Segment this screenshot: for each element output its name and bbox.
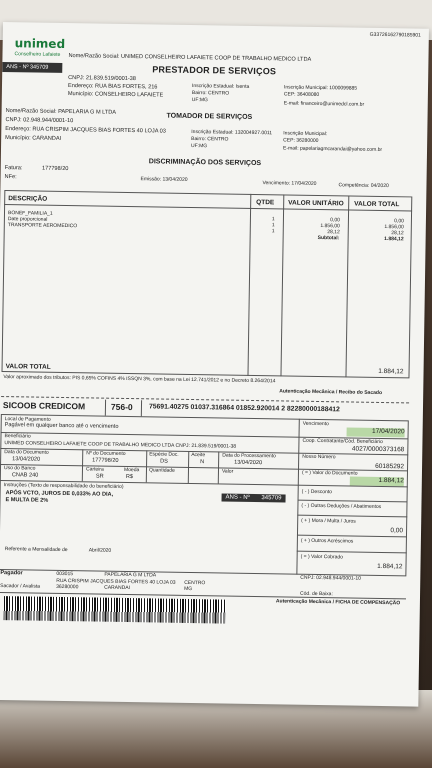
nosso-numero: 60185292 bbox=[375, 462, 405, 471]
data-proc-label: Data do Processamento bbox=[222, 452, 276, 460]
instrucoes: APÓS VCTO, JUROS DE 0,033% AO DIA, E MULTA DE 2% bbox=[5, 490, 114, 504]
num-doc: 177798/20 bbox=[92, 457, 119, 464]
moeda: R$ bbox=[125, 473, 134, 481]
taker-email: E-mail: papelariagmcarandai@yahoo.com.br bbox=[283, 145, 383, 153]
tributos-note: Valor aproximado dos tributos: PIS 0,65% COFINS 4% ISSQN 3%, com base na Lei 12.741/2012 e no Decreto 8.264/2014 bbox=[3, 374, 276, 385]
ans-box-number: 345709 bbox=[261, 495, 282, 502]
taker-uf: UF:MG bbox=[191, 142, 208, 150]
taker-ie: Inscrição Estadual: 132004927.0011 bbox=[191, 128, 273, 137]
fatura-value: 177798/20 bbox=[41, 165, 69, 173]
beneficiario-label: Beneficiário bbox=[4, 433, 31, 440]
vencimento-label: Vencimento: bbox=[262, 180, 291, 187]
ans-badge: ANS - Nº 345709 bbox=[2, 62, 62, 73]
boleto-vencimento-label: Vencimento bbox=[302, 420, 329, 428]
outras-deducoes-label: ( - ) Outras Deduções / Abatimentos bbox=[301, 502, 382, 510]
data-doc-label: Data do Documento bbox=[4, 449, 49, 456]
competencia-value: 04/2020 bbox=[370, 182, 389, 190]
col-valor-unitario: VALOR UNITÁRIO bbox=[288, 199, 344, 208]
emissao-value: 13/04/2020 bbox=[162, 176, 188, 183]
local-label: Local de Pagamento bbox=[4, 416, 51, 423]
pagador-name: PAPELARIA G M LTDA bbox=[104, 571, 157, 579]
valor-label: Valor bbox=[221, 468, 234, 475]
emissao-label: Emissão: bbox=[140, 176, 162, 183]
row-unit: 1.856,00 bbox=[320, 223, 340, 230]
row-description: Date proporcional bbox=[7, 216, 48, 223]
mora-value: 0,00 bbox=[390, 527, 404, 535]
subtotal-value: 1.884,12 bbox=[384, 236, 404, 243]
taker-title: TOMADOR DE SERVIÇOS bbox=[166, 112, 253, 121]
uso-banco: CNAB 240 bbox=[11, 472, 39, 479]
referente-value: Abril/2020 bbox=[88, 547, 112, 554]
local-value: Pagável em qualquer banco até o vencimento bbox=[4, 422, 119, 430]
competencia-label: Competência: bbox=[338, 182, 370, 189]
desconto-label: ( - ) Desconto bbox=[301, 488, 332, 496]
provider-address: Endereço: RUA BIAS FORTES, 216 bbox=[67, 83, 158, 91]
provider-title: PRESTADOR DE SERVIÇOS bbox=[152, 64, 277, 77]
pagador-bairro: CENTRO bbox=[184, 579, 206, 587]
outros-acrescimos-label: ( + ) Outros Acréscimos bbox=[300, 537, 354, 545]
especie-doc-label: Espécie Doc. bbox=[149, 451, 179, 458]
row-total: 1.856,00 bbox=[384, 224, 404, 231]
provider-name: UNIMED CONSELHEIRO LAFAIETE COOP DE TRABALHO MEDICO LTDA bbox=[120, 53, 312, 63]
subtotal-label: Subtotal: bbox=[317, 234, 340, 242]
taker-name: Nome/Razão Social: PAPELARIA G M LTDA bbox=[5, 108, 117, 116]
autenticacao-sacado: Autenticação Mecânica / Recibo do Sacado bbox=[279, 388, 383, 396]
bank-name: SICOOB CREDICOM bbox=[2, 400, 86, 412]
cooperativa-value: 4027/0000373168 bbox=[351, 445, 405, 454]
col-descricao: DESCRIÇÃO bbox=[8, 195, 48, 203]
provider-name-label: Nome/Razão Social: bbox=[68, 53, 120, 60]
data-proc: 13/04/2020 bbox=[234, 459, 263, 467]
row-qtde: 1 bbox=[271, 216, 275, 223]
nfe-label: NFe: bbox=[4, 174, 17, 181]
taker-address: Endereço: RUA CRISPIM JACQUES BIAS FORTES 40 LOJA 03 bbox=[5, 126, 166, 135]
logo-subtitle: Conselheiro Lafaiete bbox=[14, 51, 61, 58]
provider-email: E-mail: financeiro@unimedcl.com.br bbox=[283, 100, 365, 108]
pagador-city: CARANDAI bbox=[104, 584, 131, 592]
row-total: 28,12 bbox=[391, 230, 404, 237]
provider-im: Inscrição Municipal: 1000099885 bbox=[283, 84, 358, 92]
valor-doc: 1.884,12 bbox=[378, 476, 404, 485]
ans-box-label: ANS - Nº bbox=[225, 494, 250, 501]
provider-uf: UF:MG bbox=[191, 96, 208, 104]
valor-total-value: 1.884,12 bbox=[378, 367, 404, 376]
row-unit: 28,12 bbox=[327, 229, 340, 236]
pagador-code: 003015 bbox=[56, 570, 74, 578]
taker-cep: CEP: 36280000 bbox=[283, 137, 319, 144]
valor-doc-label: ( = ) Valor do Documento bbox=[301, 469, 358, 477]
provider-city: Município: CONSELHEIRO LAFAIETE bbox=[67, 91, 164, 99]
pagador-uf: MG bbox=[184, 585, 193, 593]
taker-im: Inscrição Municipal: bbox=[283, 130, 328, 138]
vencimento-value: 17/04/2020 bbox=[291, 180, 317, 187]
unimed-logo bbox=[10, 36, 68, 65]
instrucoes-label: Instruções (Texto de responsabilidade do beneficiário) bbox=[3, 482, 124, 490]
services-title: DISCRIMINAÇÃO DOS SERVIÇOS bbox=[148, 158, 262, 168]
provider-ie: Inscrição Estadual: Isenta bbox=[191, 82, 250, 90]
row-total: 0,00 bbox=[394, 218, 404, 225]
boleto-vencimento: 17/04/2020 bbox=[372, 427, 405, 436]
row-unit: 0,00 bbox=[330, 217, 340, 224]
pagador-label: Pagador bbox=[0, 570, 23, 577]
sacador-label: Sacador / Avalista bbox=[0, 583, 41, 590]
digitable-line: 75691.40275 01037.316864 01852.920014 2 82280000188412 bbox=[148, 403, 340, 414]
cod-baixa: Cód. de Baixa: bbox=[300, 590, 333, 598]
taker-bairro: Bairro: CENTRO bbox=[191, 135, 229, 143]
referente-label: Referente a Mensalidade de bbox=[4, 546, 68, 554]
taker-cnpj: CNPJ: 02.948.944/0001-10 bbox=[5, 117, 74, 125]
moeda-label: Moeda bbox=[123, 466, 140, 474]
quantidade-label: Quantidade bbox=[148, 467, 175, 474]
data-doc: 13/04/2020 bbox=[12, 456, 41, 463]
cooperativa-label: Coop. Contratante/Cód. Beneficiário bbox=[302, 437, 383, 446]
aceite-label: Aceite bbox=[191, 452, 206, 459]
valor-cobrado-value: 1.884,12 bbox=[377, 562, 403, 571]
row-description: TRANSPORTE AEROMEDICO bbox=[7, 222, 78, 230]
valor-total-label: VALOR TOTAL bbox=[5, 363, 51, 371]
pagador-cep: 36280000 bbox=[56, 583, 79, 591]
especie-doc: DS bbox=[160, 458, 168, 465]
bank-code: 756-0 bbox=[110, 401, 133, 413]
beneficiario-value: UNIMED CONSELHEIRO LAFAIETE COOP DE TRABALHO MEDICO LTDA CNPJ: 21.839.519/0001-38 bbox=[4, 440, 237, 450]
carteira: SR bbox=[95, 473, 104, 480]
row-qtde: 1 bbox=[271, 222, 275, 229]
provider-cep: CEP: 36408080 bbox=[283, 91, 320, 98]
mora-label: ( + ) Mora / Multa / Juros bbox=[301, 517, 356, 525]
logo-text: unimed bbox=[14, 36, 66, 51]
uso-banco-label: Uso do Banco bbox=[3, 465, 36, 472]
doc-id: G33726162790185901 bbox=[369, 31, 421, 39]
fatura-label: Fatura: bbox=[4, 165, 23, 172]
col-valor-total: VALOR TOTAL bbox=[354, 200, 400, 209]
row-qtde: 1 bbox=[271, 228, 275, 235]
boleto-barcode bbox=[4, 596, 226, 623]
services-table bbox=[2, 190, 413, 378]
invoice-document bbox=[0, 22, 429, 707]
autenticacao-compensacao: Autenticação Mecânica / FICHA DE COMPENSAÇÃO bbox=[275, 598, 401, 607]
provider-bairro: Bairro: CENTRO bbox=[191, 89, 230, 97]
valor-cobrado-label: ( = ) Valor Cobrado bbox=[300, 553, 343, 561]
pagador-cnpj: CNPJ: 02.948.944/0001-10 bbox=[300, 574, 361, 582]
ans-box bbox=[221, 493, 285, 502]
col-qtde: QTDE bbox=[256, 198, 275, 207]
row-description: BONEF_FAMILIA_1 bbox=[7, 210, 53, 217]
carteira-label: Carteira bbox=[85, 466, 104, 473]
taker-city: Município: CARANDAI bbox=[5, 135, 62, 142]
provider-cnpj: CNPJ: 21.839.519/0001-38 bbox=[68, 75, 136, 83]
num-doc-label: Nº do Documento bbox=[86, 450, 126, 457]
nosso-numero-label: Nosso Número bbox=[302, 453, 336, 461]
aceite: N bbox=[200, 459, 205, 466]
pagador-address: RUA CRISPIM JACQUES BIAS FORTES 40 LOJA 03 bbox=[56, 577, 176, 586]
